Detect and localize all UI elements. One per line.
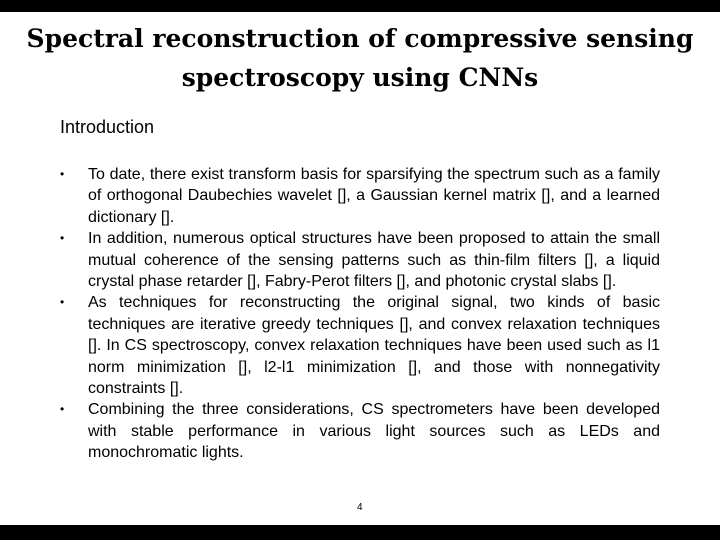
bullet-text: As techniques for reconstructing the original signal, two kinds of basic techniques are iterative greedy techniques [], and convex relaxation techniques []. In CS spectroscopy, convex relaxation techniques have been used such as l1 norm minimization [], l2-l1 minimization [], and those with nonnegativity constraints []. — [88, 294, 660, 398]
bullet-item — [60, 228, 660, 292]
bullet-item — [60, 292, 660, 399]
bullet-list — [60, 164, 660, 464]
bullet-icon: • — [60, 295, 65, 310]
bullet-icon: • — [60, 231, 65, 246]
slide — [0, 12, 720, 525]
slide-title: Spectral reconstruction of compressive sensing spectroscopy using CNNs — [26, 24, 694, 92]
bullet-text: Combining the three considerations, CS spectrometers have been developed with stable performance in various light sources such as LEDs and monochromatic lights. — [88, 401, 660, 462]
bullet-item — [60, 399, 660, 463]
bullet-text: In addition, numerous optical structures have been proposed to attain the small mutual coherence of the sensing patterns such as thin-film filters [], a liquid crystal phase retarder [], Fabry-Perot filters [], and photonic crystal slabs []. — [88, 230, 660, 291]
section-heading: Introduction — [60, 117, 155, 137]
bullet-text: To date, there exist transform basis for sparsifying the spectrum such as a family of orthogonal Daubechies wavelet [], a Gaussian kernel matrix [], and a learned dictionary []. — [88, 166, 660, 226]
page-number: 4 — [357, 502, 363, 513]
bullet-item — [60, 164, 660, 228]
bullet-icon: • — [60, 402, 65, 417]
bullet-icon: • — [60, 167, 65, 181]
